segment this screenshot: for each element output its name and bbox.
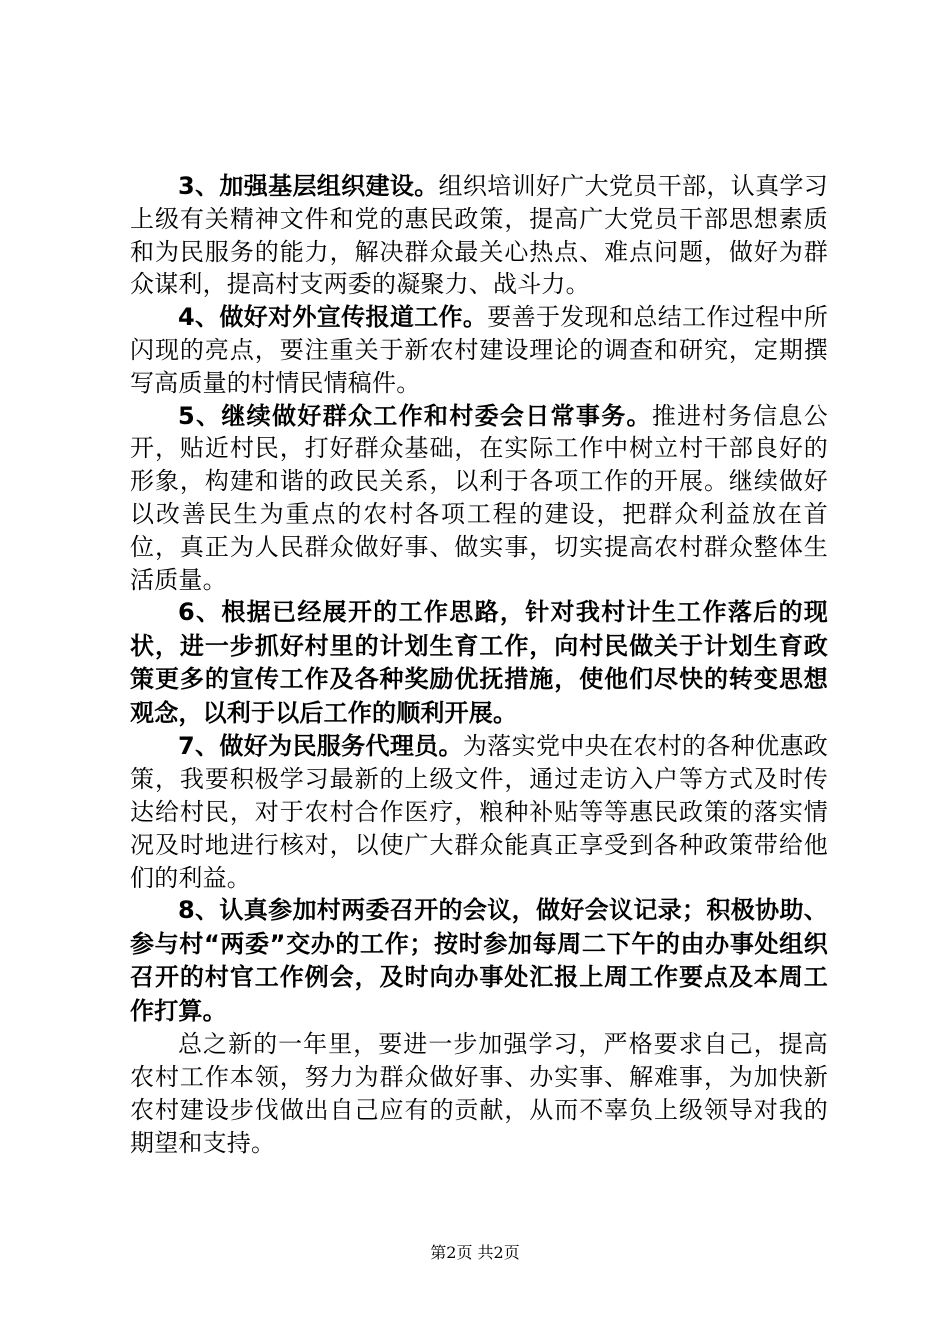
paragraph-7-text: 为落实党中央在农村的各种优惠政策，我要积极学习最新的上级文件，通过走访入户等方式及时传达给村民，对于农村合作医疗，粮种补贴等等惠民政策的落实情况及时地进行核对，以使广大群众能真正享受到各种政策带给他们的利益。 bbox=[130, 732, 829, 892]
paragraph-4-text: 要善于发现和总结工作过程中所闪现的亮点，要注重关于新农村建设理论的调查和研究，定期撰写高质量的村情民情稿件。 bbox=[130, 303, 828, 397]
paragraph-8-text: 8、认真参加村两委召开的会议，做好会议记录；积极协助、参与村“两委”交办的工作；按时参加每周二下午的由办事处组织召开的村官工作例会，及时向办事处汇报上周工作要点及本周工作打算。 bbox=[130, 896, 828, 1025]
paragraph-6-text: 6、根据已经展开的工作思路，针对我村计生工作落后的现状，进一步抓好村里的计划生育工作，向村民做关于计划生育政策更多的宣传工作及各种奖励优抚措施，使他们尽快的转变思想观念，以利于以后工作的顺利开展。 bbox=[130, 598, 828, 727]
paragraph-5-text: 推进村务信息公开，贴近村民，打好群众基础，在实际工作中树立村干部良好的形象，构建和谐的政民关系，以利于各项工作的开展。继续做好以改善民生为重点的农村各项工程的建设，把群众利益放在首位，真正为人民群众做好事、做实事，切实提高农村群众整体生活质量。 bbox=[130, 401, 829, 594]
paragraph-4-heading: 4、做好对外宣传报道工作。 bbox=[178, 303, 488, 332]
paragraph-5-heading: 5、继续做好群众工作和村委会日常事务。 bbox=[178, 401, 652, 430]
paragraph-6 bbox=[130, 596, 828, 730]
paragraph-conclusion-text: 总之新的一年里，要进一步加强学习，严格要求自己，提高农村工作本领，努力为群众做好事、办实事、解难事，为加快新农村建设步伐做出自己应有的贡献，从而不辜负上级领导对我的期望和支持。 bbox=[130, 1030, 828, 1157]
page-total: 共2页 bbox=[477, 1243, 520, 1262]
paragraph-3-text: 组织培训好广大党员干部，认真学习上级有关精神文件和党的惠民政策，提高广大党员干部思想素质和为民服务的能力，解决群众最关心热点、难点问题，做好为群众谋利，提高村支两委的凝聚力、战斗力。 bbox=[130, 172, 828, 299]
document-body bbox=[130, 170, 828, 1160]
paragraph-4 bbox=[130, 301, 828, 399]
paragraph-3 bbox=[130, 170, 828, 301]
page-number: 第2页 bbox=[430, 1243, 473, 1262]
paragraph-5 bbox=[130, 400, 828, 597]
paragraph-3-heading: 3、加强基层组织建设。 bbox=[178, 172, 439, 200]
paragraph-7-heading: 7、做好为民服务代理员。 bbox=[178, 732, 463, 761]
paragraph-8 bbox=[130, 894, 828, 1028]
page-footer bbox=[0, 1243, 950, 1263]
paragraph-conclusion bbox=[130, 1028, 828, 1159]
paragraph-7 bbox=[130, 730, 828, 894]
